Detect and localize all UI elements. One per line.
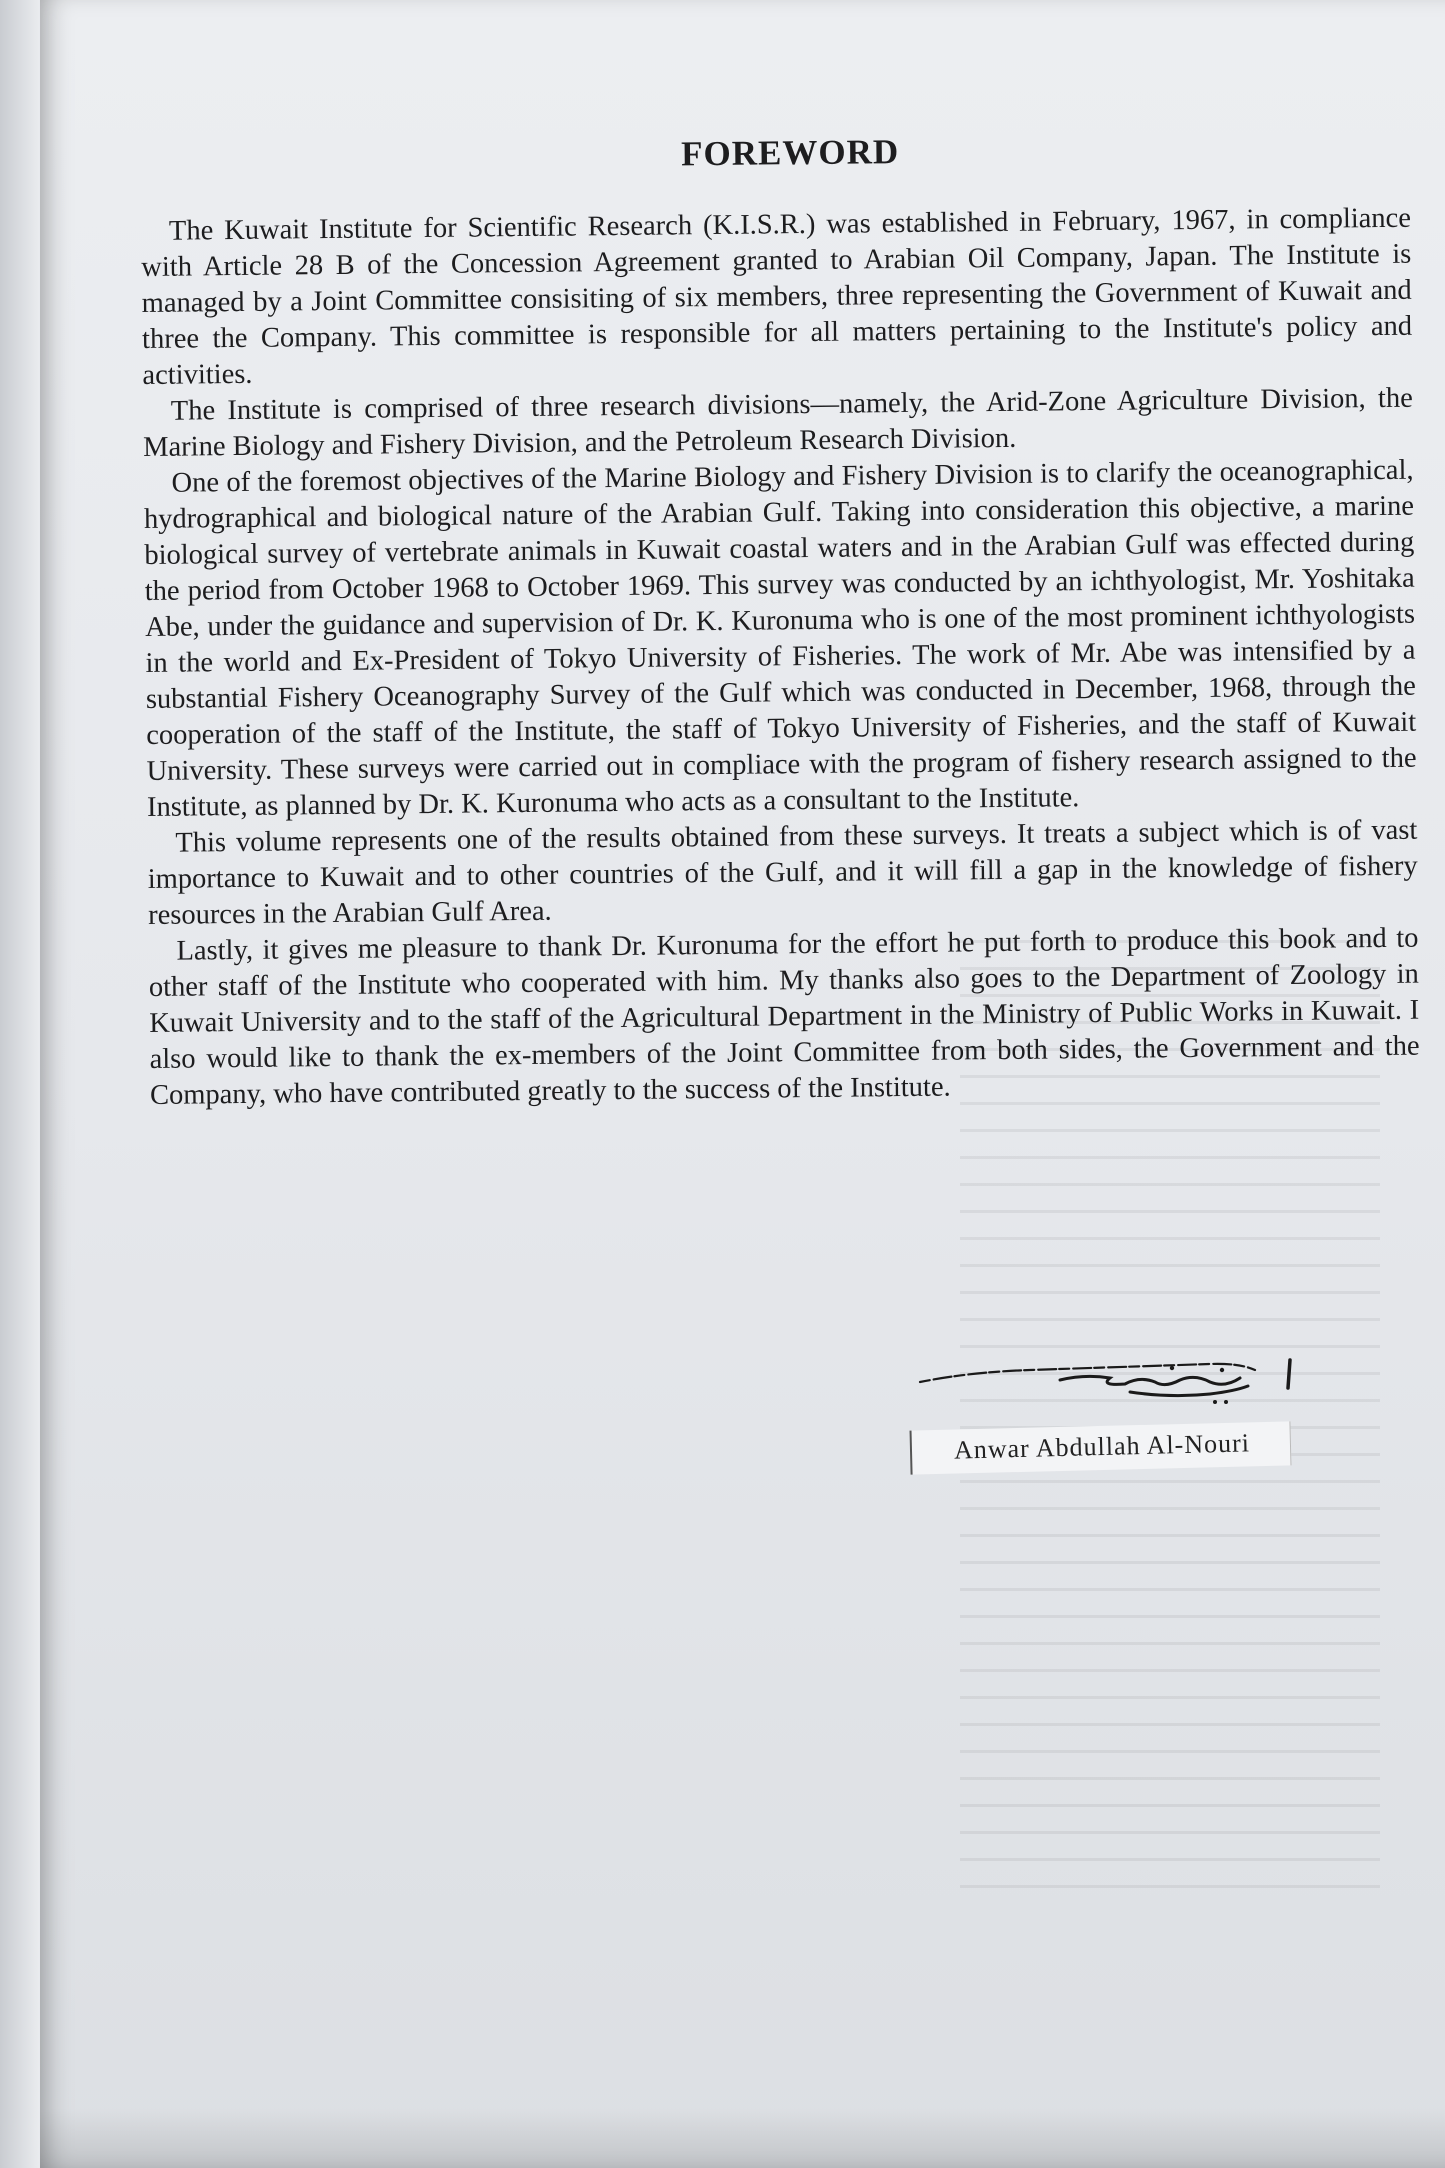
- handwritten-signature-icon: [910, 1330, 1350, 1410]
- paragraph-marine-survey: One of the foremost objectives of the Marine Biology and Fishery Division is to clarify the oceanographical, hydrographical and biological nature of the Arabian Gulf. Taking into consideration this objective, a marine biological survey of vertebrate animals in Kuwait coastal waters and in the Arabian Gulf was effected during the period from October 1968 to October 1969. This survey was conducted by an ichthyologist, Mr. Yoshitaka Abe, under the guidance and supervision of Dr. K. Kuronuma who is one of the most prominent ichthyologists in the world and Ex-President of Tokyo University of Fisheries. The work of Mr. Abe was intensified by a substantial Fishery Oceanography Survey of the Gulf which was conducted in December, 1968, through the cooperation of the staff of the Institute, the staff of Tokyo University of Fisheries, and the staff of Kuwait University. These surveys were carried out in compliace with the program of fishery research assigned to the Institute, as planned by Dr. K. Kuronuma who acts as a consultant to the Institute.: [143, 454, 1417, 823]
- foreword-content: [140, 127, 1420, 1114]
- paragraph-kisr-establishment: The Kuwait Institute for Scientific Research (K.I.S.R.) was established in February, 1967, in compliance with Article 28 B of the Concession Agreement granted to Arabian Oil Company, Japan. The Institute is managed by a Joint Committee consisiting of six members, three representing the Government of Kuwait and three the Company. This committee is responsible for all matters pertaining to the Institute's policy and activities.: [141, 202, 1413, 391]
- page-title: FOREWORD: [680, 132, 900, 174]
- book-page: [40, 0, 1445, 2168]
- signature-block: [910, 1330, 1370, 1490]
- paragraph-acknowledgements: Lastly, it gives me pleasure to thank Dr. Kuronuma for the effort he put forth to produce this book and to other staff of the Institute who cooperated with him. My thanks also goes to the Department of Zoology in Kuwait University and to the staff of the Agricultural Department in the Ministry of Public Works in Kuwait. I also would like to thank the ex-members of the Joint Committee from both sides, the Government and the Company, who have contributed greatly to the success of the Institute.: [148, 922, 1420, 1111]
- paragraph-volume-purpose: This volume represents one of the results obtained from these surveys. It treats a subject which is of vast importance to Kuwait and to other countries of the Gulf, and it will fill a gap in the knowledge of fishery resources in the Arabian Gulf Area.: [147, 814, 1418, 931]
- signatory-name: Anwar Abdullah Al-Nouri: [910, 1421, 1292, 1474]
- paragraph-research-divisions: The Institute is comprised of three research divisions—namely, the Arid-Zone Agriculture Division, the Marine Biology and Fishery Division, and the Petroleum Research Division.: [143, 382, 1413, 463]
